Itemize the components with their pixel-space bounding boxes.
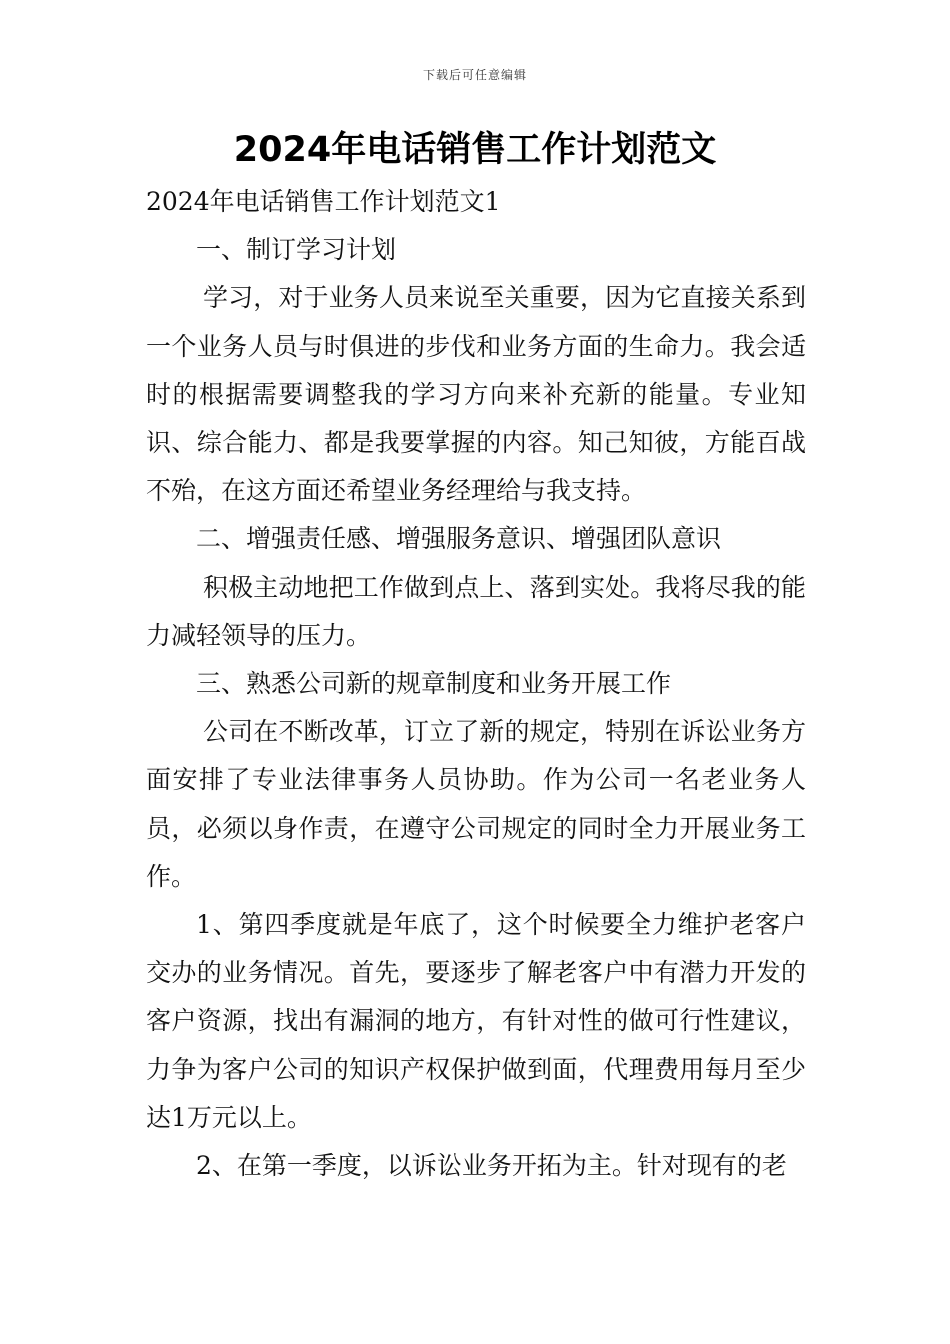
- list-paragraph: 1、第四季度就是年底了，这个时候要全力维护老客户交办的业务情况。首先，要逐步了解老客户中有潜力开发的客户资源，找出有漏洞的地方，有针对性的做可行性建议，力争为客户公司的知识产权保护做到面，代理费用每月至少达1万元以上。: [146, 910, 806, 1132]
- body-paragraph: 积极主动地把工作做到点上、落到实处。我将尽我的能力减轻领导的压力。: [146, 572, 806, 650]
- list-paragraph: 2、在第一季度，以诉讼业务开拓为主。针对现有的老: [196, 1151, 787, 1181]
- document-body: [146, 178, 806, 1190]
- body-paragraph: 学习，对于业务人员来说至关重要，因为它直接关系到一个业务人员与时俱进的步伐和业务方面的生命力。我会适时的根据需要调整我的学习方向来补充新的能量。专业知识、综合能力、都是我要掌握的内容。知己知彼，方能百战不殆，在这方面还希望业务经理给与我支持。: [146, 283, 806, 506]
- header-note: 下载后可任意编辑: [422, 68, 527, 82]
- section-heading: 二、增强责任感、增强服务意识、增强团队意识: [196, 524, 722, 554]
- section-heading: 三、熟悉公司新的规章制度和业务开展工作: [196, 669, 672, 699]
- document-subtitle: 2024年电话销售工作计划范文1: [146, 187, 501, 216]
- section-heading: 一、制订学习计划: [196, 235, 397, 265]
- body-paragraph: 公司在不断改革，订立了新的规定，特别在诉讼业务方面安排了专业法律事务人员协助。作为公司一名老业务人员，必须以身作责，在遵守公司规定的同时全力开展业务工作。: [146, 717, 806, 891]
- document-title: 2024年电话销售工作计划范文: [233, 130, 717, 170]
